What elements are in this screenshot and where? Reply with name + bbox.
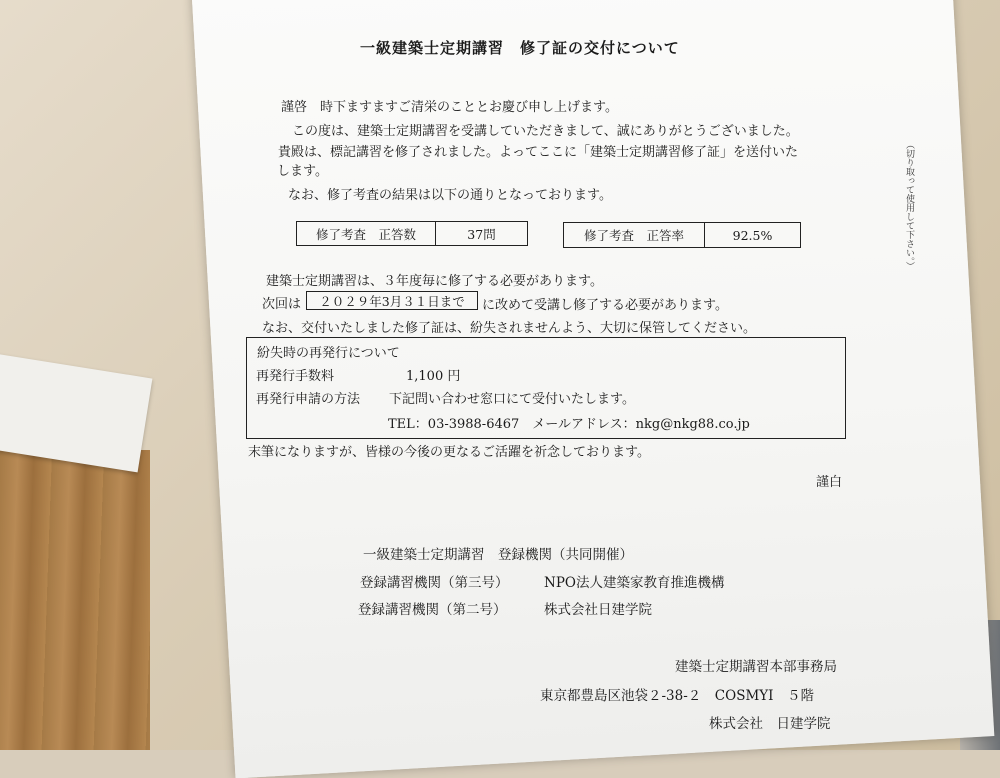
- organizer-3-label: 登録講習機関（第三号）: [360, 575, 509, 591]
- correct-rate-box: [563, 222, 801, 248]
- renewal-date-box: ２０２９年3月３１日まで: [306, 291, 478, 310]
- organizer-3-name: NPO法人建築家教育推進機構: [544, 575, 725, 591]
- correct-count-label: 修了考査 正答数: [297, 222, 436, 245]
- organizers-line-1: 一級建築士定期講習 登録機関（共同開催）: [363, 547, 633, 563]
- greeting-line-2: この度は、建築士定期講習を受講していただきまして、誠にありがとうございました。: [292, 124, 799, 139]
- organizer-2-label: 登録講習機関（第二号）: [358, 602, 507, 618]
- correct-rate-value: 92.5%: [732, 227, 773, 243]
- reissue-contact: TEL：03-3988-6467 メールアドレス：nkg@nkg88.co.jp: [388, 417, 750, 432]
- greeting-line-1: 謹啓 時下ますますご清栄のこととお慶び申し上げます。: [281, 100, 618, 115]
- correct-count-value: 37問: [467, 226, 496, 242]
- renewal-next-suffix: に改めて受講し修了する必要があります。: [482, 298, 728, 313]
- document-title: 一級建築士定期講習 修了証の交付について: [360, 39, 680, 57]
- sender-office: 建築士定期講習本部事務局: [675, 659, 837, 675]
- reissue-method-value: 下記問い合わせ窓口にて受付いたします。: [389, 392, 635, 407]
- renewal-next-prefix: 次回は: [262, 297, 302, 312]
- reissue-fee-label: 再発行手数料: [256, 369, 335, 384]
- greeting-line-4: します。: [277, 164, 328, 179]
- greeting-line-5: なお、修了考査の結果は以下の通りとなっております。: [288, 188, 612, 203]
- greeting-line-3: 貴殿は、標記講習を修了されました。よってここに「建築士定期講習修了証」を送付いた: [278, 145, 799, 160]
- sender-company: 株式会社 日建学院: [709, 716, 831, 732]
- renewal-line-3: なお、交付いたしました修了証は、紛失されませんよう、大切に保管してください。: [262, 321, 757, 336]
- reissue-method-label: 再発行申請の方法: [256, 392, 361, 407]
- reissue-heading: 紛失時の再発行について: [257, 346, 400, 361]
- renewal-line-1: 建築士定期講習は、３年度毎に修了する必要があります。: [266, 274, 603, 289]
- reissue-fee-value: 1,100 円: [406, 369, 461, 384]
- side-note: （切り取って使用して下さい。）: [904, 140, 914, 271]
- correct-rate-label: 修了考査 正答率: [564, 223, 705, 247]
- correct-count-box: [296, 221, 528, 246]
- sender-address: 東京都豊島区池袋２-38-２ COSMYⅠ ５階: [540, 688, 815, 704]
- organizer-2-name: 株式会社日建学院: [544, 602, 652, 618]
- closing-line: 末筆になりますが、皆様の今後の更なるご活躍を祈念しております。: [248, 445, 650, 460]
- closing-sign: 謹白: [816, 475, 843, 490]
